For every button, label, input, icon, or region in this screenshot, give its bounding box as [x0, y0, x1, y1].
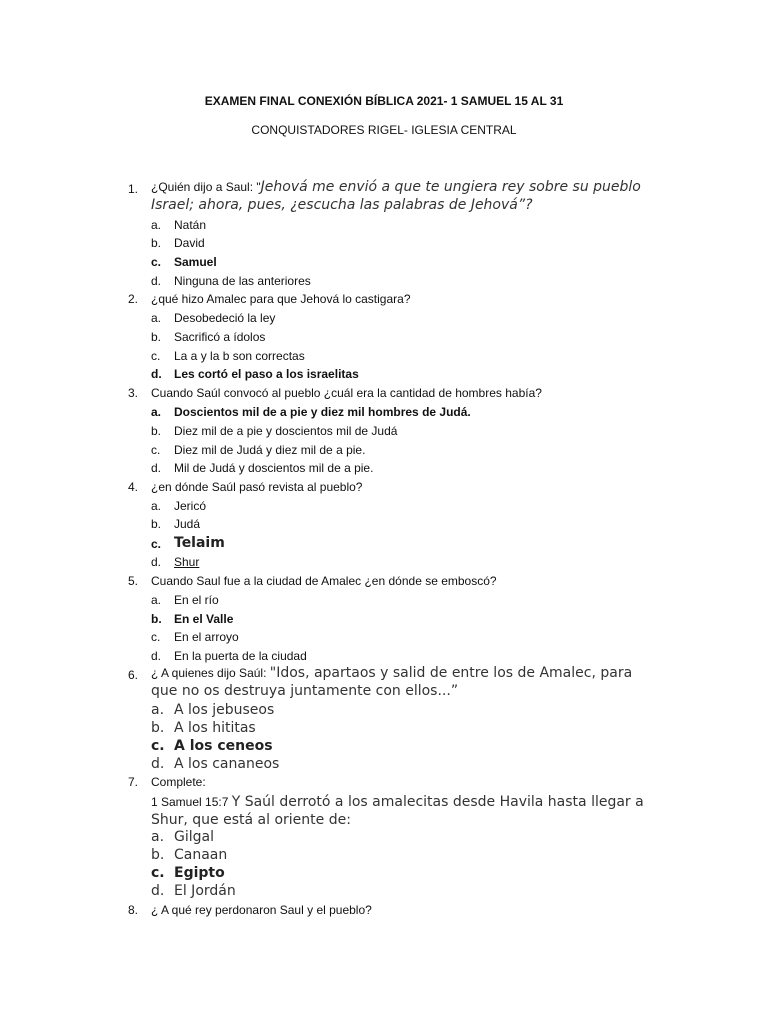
- question-text: [151, 178, 651, 214]
- question-number: 6.: [128, 668, 139, 682]
- exam-page: EXAMEN FINAL CONEXIÓN BÍBLICA 2021- 1 SAMUEL 15 AL 31 CONQUISTADORES RIGEL- IGLESIA CENTRAL 1. ¿Quién dijo a Saul: "Jehová me envió a que te ungiera rey sobre su pueblo Israel; ahora, pues, ¿escucha las palabras de Jehová”? a. Natán b. David c. Samuel d. Ninguna de las anteriores 2. ¿qué hizo Amalec para que Jehová lo castigara? a. Desobedeció la ley b. Sacrificó a ídolos c. La a y la b son correctas d. Les cortó el paso a los israelitas 3. Cuando Saúl convocó al pueblo ¿cuál era la cantidad de hombres había? a. Doscientos mil de a pie y diez mil hombres de Judá. b. Diez mil de a pie y doscientos mil de Judá c. Diez mil de Judá y diez mil de a pie. d. Mil de Judá y doscientos mil de a pie. 4. ¿en dónde Saúl pasó revista al pueblo? a. Jericó b. Judá c. Telaim d. Shur 5. Cuando Saul fue a la ciudad de Amalec ¿en dónde se emboscó? a. En el río b. En el Valle c. En el arroyo d. En la puerta de la ciudad 6. ¿ A quienes dijo Saúl: "Idos, apartaos y salid de entre los de Amalec, para que no os destruya juntamente con ellos...” a. A los jebuseos b. A los hititas c. A los ceneos d. A los cananeos 7. Complete: 1 Samuel 15:7 Y Saúl derrotó a los amalecitas desde Havila hasta llegar a Shur, que está al oriente de: a. Gilgal b. Canaan c. Egipto d. El Jordán 8. ¿ A qué rey perdonaron Saul y el pueblo?: [0, 0, 768, 1024]
- question-quote: Jehová me envió a que te ungiera rey sobre su pueblo Israel; ahora, pues, ¿escucha las palabras de Jehová”?: [151, 179, 641, 213]
- verse-text: [151, 793, 651, 829]
- verse-reference: 1 Samuel 15:7: [151, 795, 232, 809]
- question-lead: ¿Quién dijo a Saul: ": [151, 180, 261, 194]
- exam-subtitle: CONQUISTADORES RIGEL- IGLESIA CENTRAL: [251, 123, 517, 137]
- question-text: [151, 664, 641, 700]
- exam-title: EXAMEN FINAL CONEXIÓN BÍBLICA 2021- 1 SAMUEL 15 AL 31: [204, 94, 564, 108]
- verse-body: Y Saúl derrotó a los amalecitas desde Havila hasta llegar a Shur, que está al oriente de:: [151, 794, 644, 828]
- question-quote: "Idos, apartaos y salid de entre los de Amalec, para que no os destruya juntamente con ellos...”: [151, 665, 633, 699]
- question-number: 1.: [128, 182, 139, 196]
- question-lead: ¿ A quienes dijo Saúl:: [151, 666, 270, 680]
